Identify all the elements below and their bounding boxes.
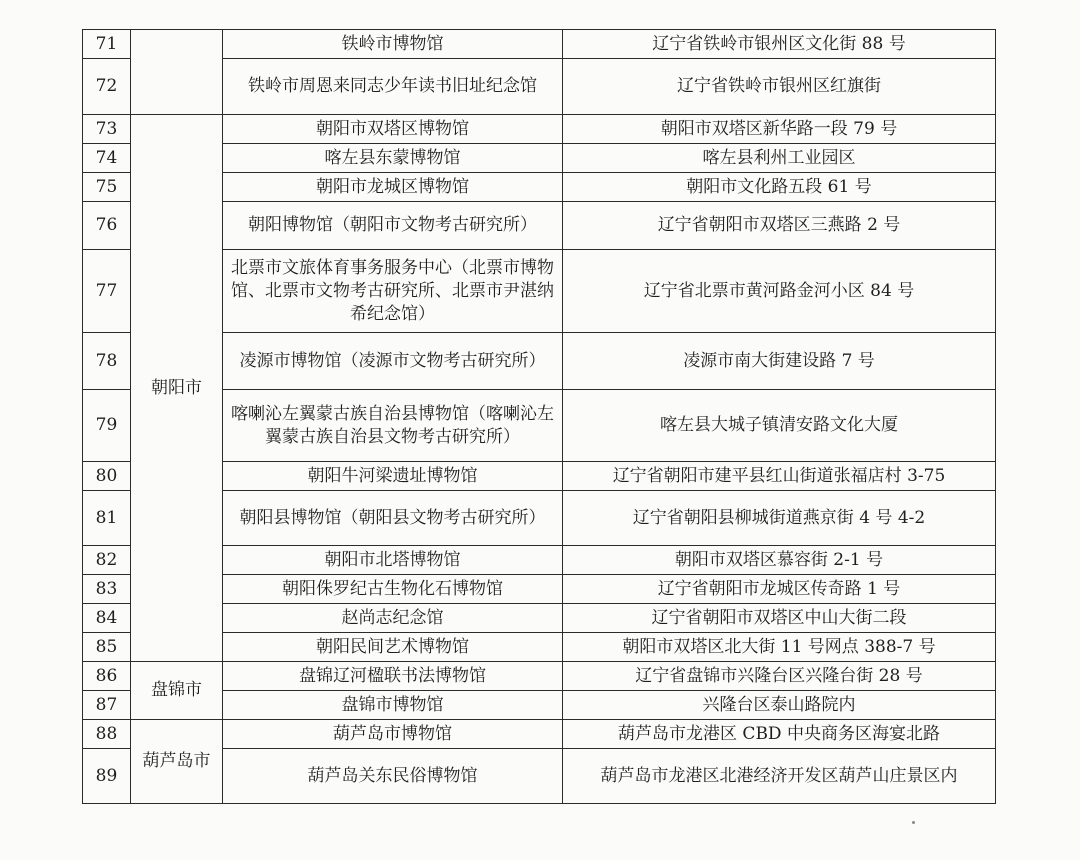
museum-address: 辽宁省铁岭市银州区文化街 88 号 bbox=[563, 30, 996, 59]
museum-name: 朝阳市北塔博物馆 bbox=[223, 546, 563, 575]
museum-name: 喀喇沁左翼蒙古族自治县博物馆（喀喇沁左翼蒙古族自治县文物考古研究所） bbox=[223, 390, 563, 462]
row-number: 82 bbox=[83, 546, 131, 575]
city-cell-panjin: 盘锦市 bbox=[131, 662, 223, 720]
museum-address: 葫芦岛市龙港区北港经济开发区葫芦山庄景区内 bbox=[563, 749, 996, 804]
museum-name: 葫芦岛市博物馆 bbox=[223, 720, 563, 749]
row-number: 81 bbox=[83, 491, 131, 546]
museum-address: 辽宁省朝阳市龙城区传奇路 1 号 bbox=[563, 575, 996, 604]
museum-name: 喀左县东蒙博物馆 bbox=[223, 144, 563, 173]
museum-name: 朝阳市双塔区博物馆 bbox=[223, 115, 563, 144]
scan-speck bbox=[912, 821, 915, 824]
museum-address: 辽宁省朝阳县柳城街道燕京街 4 号 4-2 bbox=[563, 491, 996, 546]
row-number: 87 bbox=[83, 691, 131, 720]
table-row bbox=[83, 30, 996, 59]
table-row bbox=[83, 115, 996, 144]
row-number: 83 bbox=[83, 575, 131, 604]
museum-address: 辽宁省朝阳市建平县红山街道张福店村 3-75 bbox=[563, 462, 996, 491]
row-number: 77 bbox=[83, 250, 131, 333]
row-number: 71 bbox=[83, 30, 131, 59]
city-cell-huludao: 葫芦岛市 bbox=[131, 720, 223, 804]
museum-address: 朝阳市双塔区慕容街 2-1 号 bbox=[563, 546, 996, 575]
museum-name: 朝阳牛河梁遗址博物馆 bbox=[223, 462, 563, 491]
museum-name: 赵尚志纪念馆 bbox=[223, 604, 563, 633]
museum-address: 朝阳市双塔区新华路一段 79 号 bbox=[563, 115, 996, 144]
row-number: 76 bbox=[83, 202, 131, 250]
row-number: 86 bbox=[83, 662, 131, 691]
museum-list-table bbox=[82, 29, 996, 804]
row-number: 72 bbox=[83, 59, 131, 115]
museum-name: 葫芦岛关东民俗博物馆 bbox=[223, 749, 563, 804]
museum-address: 朝阳市双塔区北大街 11 号网点 388-7 号 bbox=[563, 633, 996, 662]
row-number: 73 bbox=[83, 115, 131, 144]
row-number: 88 bbox=[83, 720, 131, 749]
museum-name: 朝阳县博物馆（朝阳县文物考古研究所） bbox=[223, 491, 563, 546]
museum-address: 辽宁省朝阳市双塔区中山大街二段 bbox=[563, 604, 996, 633]
museum-address: 葫芦岛市龙港区 CBD 中央商务区海宴北路 bbox=[563, 720, 996, 749]
row-number: 75 bbox=[83, 173, 131, 202]
museum-name: 北票市文旅体育事务服务中心（北票市博物馆、北票市文物考古研究所、北票市尹湛纳希纪念馆） bbox=[223, 250, 563, 333]
museum-name: 盘锦辽河楹联书法博物馆 bbox=[223, 662, 563, 691]
museum-address: 喀左县利州工业园区 bbox=[563, 144, 996, 173]
row-number: 85 bbox=[83, 633, 131, 662]
museum-address: 喀左县大城子镇清安路文化大厦 bbox=[563, 390, 996, 462]
museum-address: 辽宁省铁岭市银州区红旗街 bbox=[563, 59, 996, 115]
museum-address: 朝阳市文化路五段 61 号 bbox=[563, 173, 996, 202]
row-number: 89 bbox=[83, 749, 131, 804]
table-row bbox=[83, 720, 996, 749]
museum-name: 朝阳博物馆（朝阳市文物考古研究所） bbox=[223, 202, 563, 250]
museum-name: 朝阳市龙城区博物馆 bbox=[223, 173, 563, 202]
table-row bbox=[83, 662, 996, 691]
city-cell-chaoyang: 朝阳市 bbox=[131, 115, 223, 662]
museum-address: 辽宁省北票市黄河路金河小区 84 号 bbox=[563, 250, 996, 333]
museum-address: 辽宁省朝阳市双塔区三燕路 2 号 bbox=[563, 202, 996, 250]
row-number: 78 bbox=[83, 333, 131, 390]
museum-name: 铁岭市周恩来同志少年读书旧址纪念馆 bbox=[223, 59, 563, 115]
museum-name: 盘锦市博物馆 bbox=[223, 691, 563, 720]
museum-name: 凌源市博物馆（凌源市文物考古研究所） bbox=[223, 333, 563, 390]
row-number: 74 bbox=[83, 144, 131, 173]
row-number: 84 bbox=[83, 604, 131, 633]
museum-name: 朝阳民间艺术博物馆 bbox=[223, 633, 563, 662]
row-number: 80 bbox=[83, 462, 131, 491]
museum-name: 朝阳侏罗纪古生物化石博物馆 bbox=[223, 575, 563, 604]
city-cell-tieling-continued bbox=[131, 30, 223, 115]
museum-address: 兴隆台区泰山路院内 bbox=[563, 691, 996, 720]
museum-name: 铁岭市博物馆 bbox=[223, 30, 563, 59]
museum-address: 凌源市南大街建设路 7 号 bbox=[563, 333, 996, 390]
museum-address: 辽宁省盘锦市兴隆台区兴隆台街 28 号 bbox=[563, 662, 996, 691]
row-number: 79 bbox=[83, 390, 131, 462]
